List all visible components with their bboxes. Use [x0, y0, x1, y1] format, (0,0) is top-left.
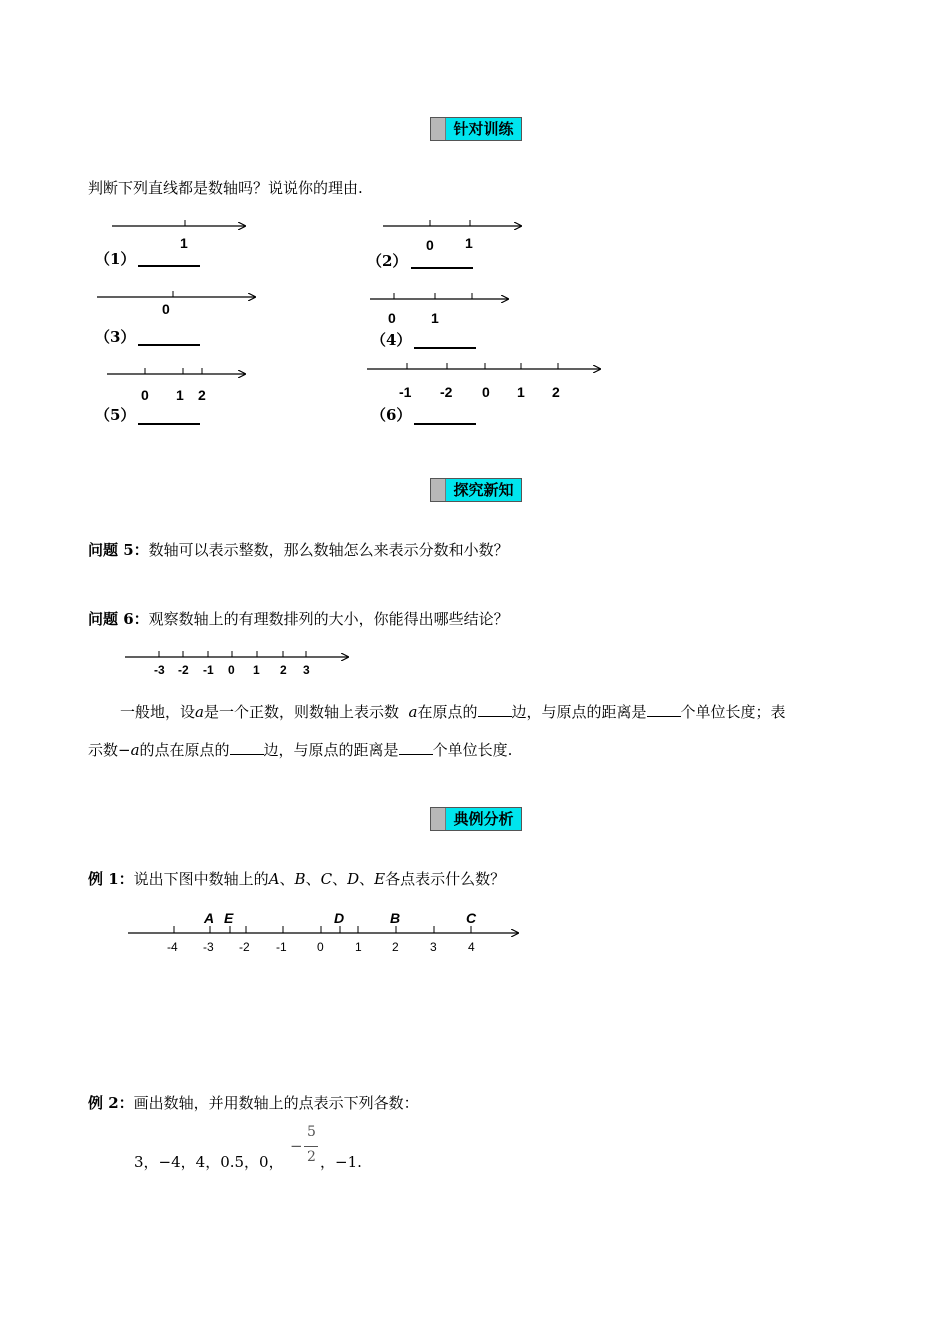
item-label-3: （3） — [95, 328, 136, 346]
example-1-label: 例 1： — [88, 870, 134, 888]
var-a: a — [130, 741, 140, 759]
general-paragraph-line1: 一般地，设a是一个正数，则数轴上表示数 a在原点的 边，与原点的距离是 个单位长度；表 — [120, 703, 786, 721]
item-label-4: （4） — [371, 331, 412, 349]
tick-label--3: -3 — [154, 663, 165, 677]
tick-label-5-0: 0 — [141, 387, 149, 403]
tick-label-0: 0 — [228, 663, 235, 677]
example-2 — [88, 1093, 419, 1113]
tick-label-2: 2 — [280, 663, 287, 677]
point-D: D — [334, 910, 345, 926]
fraction-denominator: 2 — [307, 1149, 316, 1165]
training-question: 判断下列直线都是数轴吗？说说你的理由. — [88, 179, 363, 197]
section-title: 典例分析 — [446, 808, 521, 830]
example-2-numbers-b: ，−1. — [320, 1153, 362, 1171]
section-title: 针对训练 — [446, 118, 521, 140]
tick-label-1: 1 — [355, 940, 362, 954]
general-paragraph-line2: 示数−a的点在原点的 边，与原点的距离是 个单位长度. — [88, 741, 513, 759]
fraction-neg-five-halves — [290, 1124, 320, 1172]
tick-label-5-1: 1 — [176, 387, 184, 403]
tick-label-6-3: 1 — [517, 384, 525, 400]
item-label-2: （2） — [367, 252, 408, 270]
item-label-5: （5） — [95, 406, 136, 424]
tick-label-5-2: 2 — [198, 387, 206, 403]
point-C: C — [466, 910, 477, 926]
tick-label-6-4: 2 — [552, 384, 560, 400]
section-title: 探究新知 — [446, 479, 521, 501]
section-header-explore — [430, 478, 522, 502]
tick-label--2: -2 — [178, 663, 189, 677]
section-header-training — [430, 117, 522, 141]
fill-blank[interactable] — [647, 702, 681, 717]
tick-label--1: -1 — [203, 663, 214, 677]
example-2-label: 例 2： — [88, 1094, 134, 1112]
answer-blank-5[interactable] — [138, 423, 200, 425]
question-6-text: 观察数轴上的有理数排列的大小，你能得出哪些结论？ — [148, 610, 509, 628]
section-header-examples — [430, 807, 522, 831]
fill-blank[interactable] — [399, 740, 433, 755]
answer-blank-1[interactable] — [138, 265, 200, 267]
tick-label-6-2: 0 — [482, 384, 490, 400]
point-E: E — [224, 910, 234, 926]
fill-blank[interactable] — [478, 702, 512, 717]
example-2-text: 画出数轴，并用数轴上的点表示下列各数： — [133, 1094, 419, 1112]
tick-label-2: 2 — [392, 940, 399, 954]
tick-label-0: 0 — [317, 940, 324, 954]
fraction-sign: − — [290, 1137, 303, 1155]
tick-label--3: -3 — [203, 940, 214, 954]
answer-blank-2[interactable] — [411, 267, 473, 269]
tick-label-1-1: 1 — [180, 235, 188, 251]
question-6-label: 问题 6： — [88, 610, 149, 628]
explore-number-line — [120, 645, 360, 681]
fill-blank[interactable] — [230, 740, 264, 755]
tick-label-2-0: 0 — [426, 237, 434, 253]
question-6 — [88, 609, 509, 629]
tick-label-4: 4 — [468, 940, 475, 954]
tick-label--2: -2 — [239, 940, 250, 954]
tick-label-3: 3 — [303, 663, 310, 677]
example-2-numbers-a: 3，−4，4，0.5，0， — [134, 1153, 284, 1171]
training-number-lines — [80, 205, 640, 435]
example-1: 例 1：说出下图中数轴上的A、B、C、D、E各点表示什么数？ — [88, 870, 506, 888]
tick-label--4: -4 — [167, 940, 178, 954]
answer-blank-6[interactable] — [414, 423, 476, 425]
tick-label-6-0: -1 — [399, 384, 412, 400]
var-a: a — [195, 703, 204, 721]
tick-label--1: -1 — [276, 940, 287, 954]
fraction-bar — [304, 1146, 318, 1147]
var-a: a — [408, 703, 418, 721]
tick-label-4-0: 0 — [388, 310, 396, 326]
question-5-label: 问题 5： — [88, 541, 149, 559]
tick-label-1: 1 — [253, 663, 260, 677]
tick-label-6-1: -2 — [440, 384, 453, 400]
example-1-number-line — [120, 905, 530, 960]
tick-label-4-1: 1 — [431, 310, 439, 326]
question-5 — [88, 540, 509, 560]
item-label-1: （1） — [95, 250, 136, 268]
fraction-numerator: 5 — [307, 1124, 316, 1140]
point-A: A — [204, 910, 215, 926]
answer-blank-3[interactable] — [138, 344, 200, 346]
tick-label-3-0: 0 — [162, 301, 170, 317]
item-label-6: （6） — [371, 406, 412, 424]
tick-label-3: 3 — [430, 940, 437, 954]
point-B: B — [390, 910, 401, 926]
tick-label-2-1: 1 — [465, 235, 473, 251]
question-5-text: 数轴可以表示整数，那么数轴怎么来表示分数和小数？ — [148, 541, 509, 559]
answer-blank-4[interactable] — [414, 347, 476, 349]
